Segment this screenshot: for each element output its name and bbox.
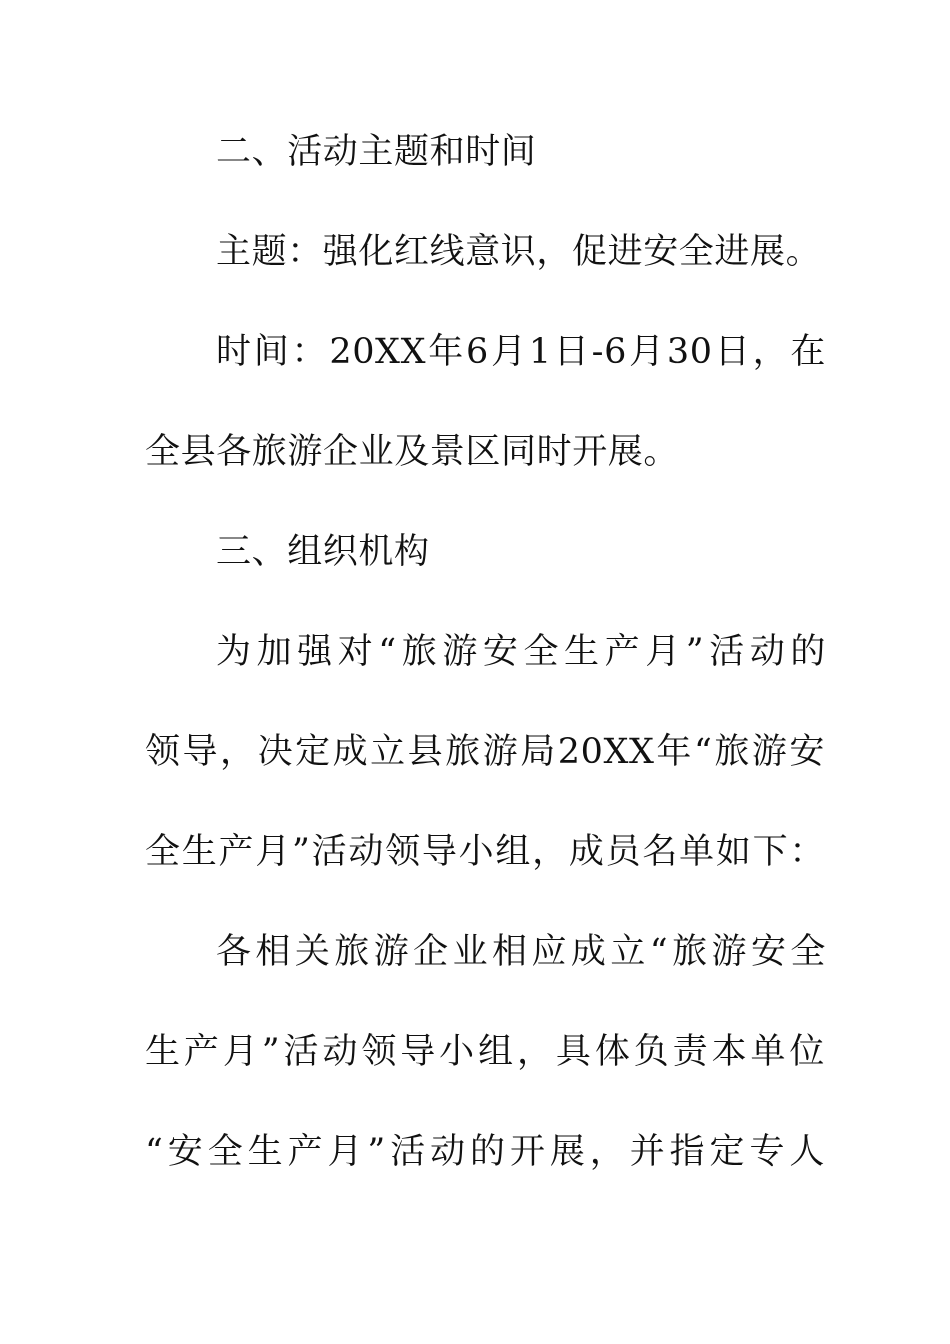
paragraph-leadership-line-1: 为加强对“旅游安全生产月”活动的: [216, 632, 826, 672]
paragraph-enterprises-line-1: 各相关旅游企业相应成立“旅游安全: [216, 932, 826, 972]
section-heading-theme-time: 二、活动主题和时间: [216, 132, 537, 172]
paragraph-time-line-2: 全县各旅游企业及景区同时开展。: [145, 432, 680, 472]
paragraph-enterprises-line-3: “安全生产月”活动的开展，并指定专人: [145, 1132, 825, 1172]
paragraph-time-line-1: 时间：20XX年6月1日-6月30日，在: [216, 332, 826, 372]
paragraph-leadership-line-2: 领导，决定成立县旅游局20XX年“旅游安: [145, 732, 825, 772]
paragraph-theme: 主题：强化红线意识，促进安全进展。: [216, 232, 822, 272]
section-heading-organization: 三、组织机构: [216, 532, 430, 572]
paragraph-leadership-line-3: 全生产月”活动领导小组，成员名单如下：: [145, 832, 825, 872]
paragraph-enterprises-line-2: 生产月”活动领导小组，具体负责本单位: [145, 1032, 825, 1072]
